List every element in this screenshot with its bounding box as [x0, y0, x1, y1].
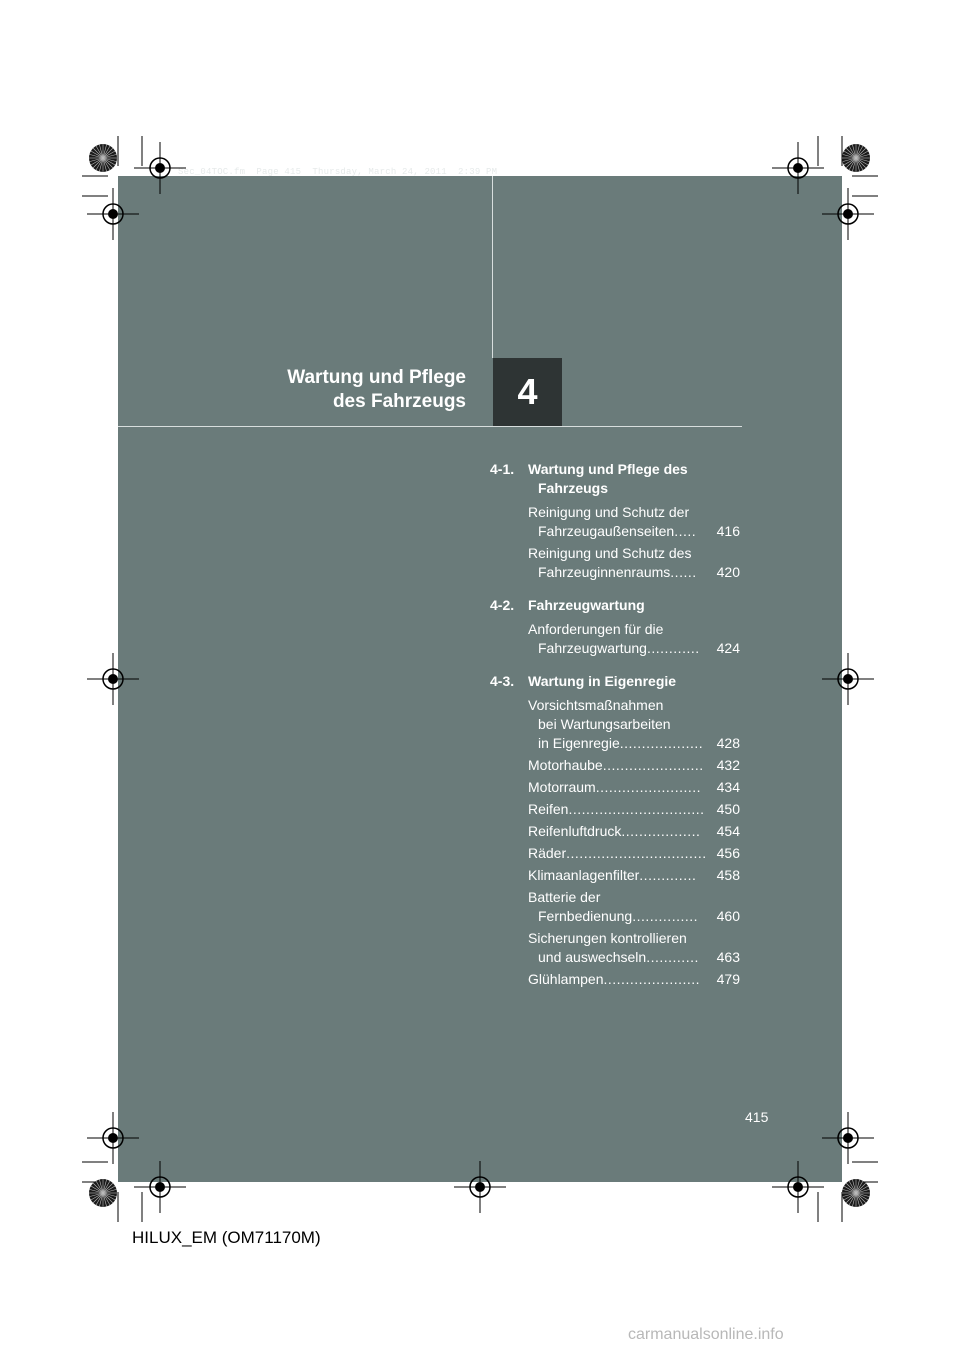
- registration-dot: [793, 1182, 803, 1192]
- entry-page: 450: [716, 801, 740, 817]
- entry-page: 416: [716, 523, 740, 539]
- entry-page: 424: [716, 640, 740, 656]
- entry-page: 460: [716, 908, 740, 924]
- page-number: 415: [745, 1109, 769, 1125]
- entry-page: 479: [716, 971, 740, 987]
- chapter-number: 4: [517, 371, 538, 412]
- registration-dot: [843, 209, 853, 219]
- leader-dots: ......: [670, 564, 697, 580]
- leader-dots: ...............: [632, 908, 699, 924]
- entry-title-cont: in Eigenregie: [538, 735, 620, 751]
- registration-dot: [793, 163, 803, 173]
- entry-title-cont: Fernbedienung: [538, 908, 633, 924]
- entry-page: 454: [716, 823, 740, 839]
- leader-dots: .....: [674, 523, 697, 539]
- leader-dots: ...................: [619, 735, 704, 751]
- leader-dots: ........................: [595, 779, 702, 795]
- section-title: Wartung und Pflege des: [528, 461, 688, 477]
- watermark: carmanualsonline.info: [628, 1326, 784, 1343]
- entry-title: Batterie der: [528, 889, 601, 905]
- entry-page: 428: [716, 735, 740, 751]
- entry-page: 456: [716, 845, 740, 861]
- registration-dot: [108, 1133, 118, 1143]
- section-number: 4-2.: [490, 597, 515, 613]
- entry-title: Sicherungen kontrollieren: [528, 930, 687, 946]
- leader-dots: ............: [646, 949, 699, 965]
- leader-dots: .......................: [602, 757, 704, 773]
- entry-title: Glühlampen: [528, 971, 604, 987]
- leader-dots: ..................: [621, 823, 701, 839]
- chapter-title-line1: Wartung und Pflege: [287, 367, 466, 388]
- entry-title-cont: bei Wartungsarbeiten: [538, 716, 671, 732]
- entry-title: Klimaanlagenfilter: [528, 867, 640, 883]
- entry-page: 420: [716, 564, 740, 580]
- leader-dots: ................................: [566, 845, 707, 861]
- leader-dots: .............: [639, 867, 697, 883]
- entry-page: 463: [716, 949, 740, 965]
- entry-title: Reinigung und Schutz der: [528, 504, 690, 520]
- section-number: 4-3.: [490, 673, 515, 689]
- section-title-cont: Fahrzeugs: [538, 480, 609, 496]
- leader-dots: ............: [646, 640, 700, 656]
- entry-page: 434: [716, 779, 740, 795]
- registration-dot: [108, 674, 118, 684]
- registration-dot: [155, 163, 165, 173]
- entry-title-cont: Fahrzeugaußenseiten: [538, 523, 675, 539]
- entry-title: Reifenluftdruck: [528, 823, 622, 839]
- entry-title: Reinigung und Schutz des: [528, 545, 692, 561]
- entry-page: 432: [716, 757, 740, 773]
- file-header-line: Sec_04TOC.fm Page 415 Thursday, March 24, 2011 2:39 PM: [178, 167, 498, 177]
- entry-title: Vorsichtsmaßnahmen: [528, 697, 664, 713]
- entry-title: Reifen: [528, 801, 569, 817]
- entry-title-cont: und auswechseln: [538, 949, 647, 965]
- chapter-title-line2: des Fahrzeugs: [332, 391, 466, 412]
- registration-dot: [843, 674, 853, 684]
- entry-page: 458: [716, 867, 740, 883]
- section-number: 4-1.: [490, 461, 515, 477]
- entry-title: Motorraum: [528, 779, 596, 795]
- registration-dot: [843, 1133, 853, 1143]
- leader-dots: ......................: [603, 971, 701, 987]
- footer-model-code: HILUX_EM (OM71170M): [132, 1228, 321, 1247]
- entry-title: Anforderungen für die: [528, 621, 664, 637]
- crop-marks-group: [82, 136, 878, 1222]
- registration-dot: [155, 1182, 165, 1192]
- registration-dot: [475, 1182, 485, 1192]
- entry-title: Räder: [528, 845, 567, 861]
- entry-title-cont: Fahrzeuginnenraums: [538, 564, 671, 580]
- section-title: Wartung in Eigenregie: [528, 673, 677, 689]
- registration-dot: [108, 209, 118, 219]
- leader-dots: ...............................: [568, 801, 705, 817]
- section-title: Fahrzeugwartung: [528, 597, 645, 613]
- entry-title-cont: Fahrzeugwartung: [538, 640, 647, 656]
- entry-title: Motorhaube: [528, 757, 603, 773]
